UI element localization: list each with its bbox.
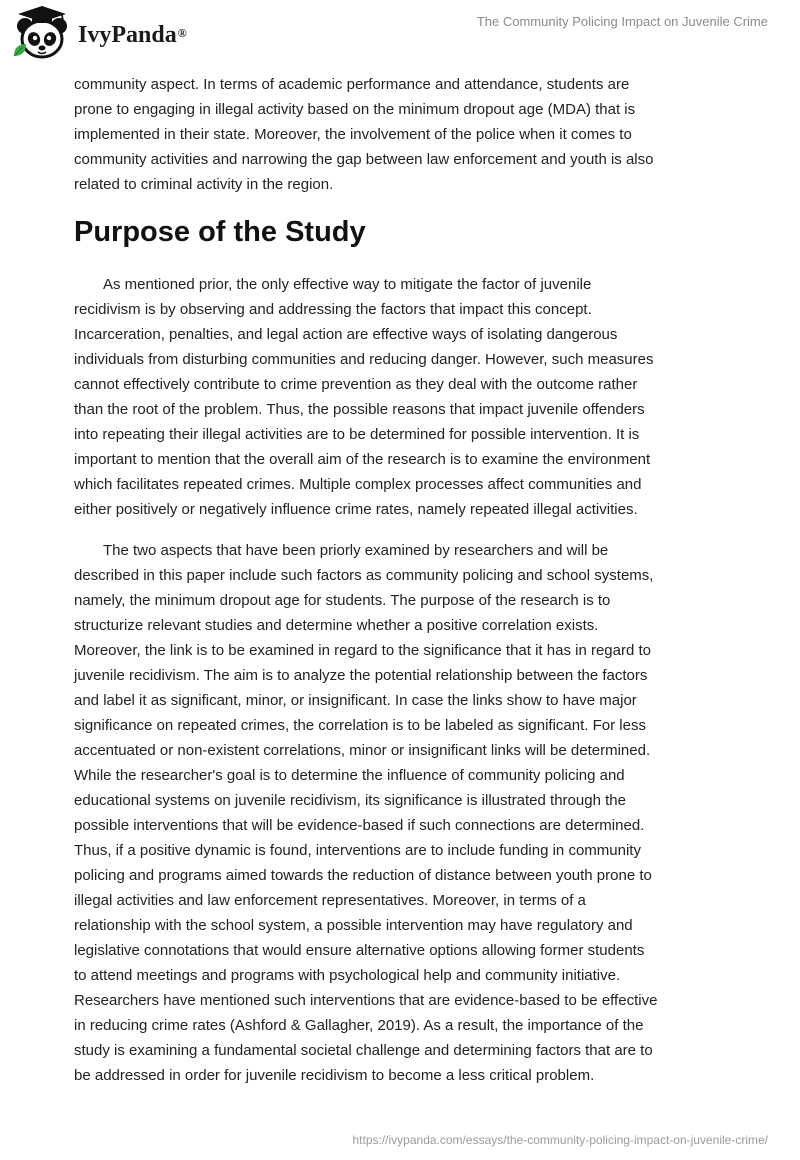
text-line: Thus, if a positive dynamic is found, interventions are to include funding in community xyxy=(74,842,641,859)
text-line: significance on repeated crimes, the correlation is to be labeled as significant. For less xyxy=(74,717,646,734)
source-url: https://ivypanda.com/essays/the-community-policing-impact-on-juvenile-crime/ xyxy=(352,1133,768,1147)
text-line: Moreover, the link is to be examined in regard to the significance that it has in regard to xyxy=(74,642,651,659)
text-line: illegal activities and law enforcement representatives. Moreover, in terms of a xyxy=(74,892,586,909)
text-line: juvenile recidivism. The aim is to analyze the potential relationship between the factors xyxy=(74,667,648,684)
body-paragraph-intro xyxy=(74,72,764,197)
text-line: than the root of the problem. Thus, the possible reasons that impact juvenile offenders xyxy=(74,401,645,418)
body-paragraph-2 xyxy=(74,538,764,1088)
document-title: The Community Policing Impact on Juvenile Crime xyxy=(476,14,768,29)
text-line: Incarceration, penalties, and legal action are effective ways of isolating dangerous xyxy=(74,326,618,343)
text-line: The two aspects that have been priorly examined by researchers and will be xyxy=(103,542,609,559)
text-line: described in this paper include such factors as community policing and school systems, xyxy=(74,567,654,584)
text-line: implemented in their state. Moreover, the involvement of the police when it comes to xyxy=(74,126,632,143)
section-heading: Purpose of the Study xyxy=(74,216,366,248)
text-line: community aspect. In terms of academic performance and attendance, students are xyxy=(74,76,630,93)
text-line: accentuated or non-existent correlations, minor or insignificant links will be determined. xyxy=(74,742,651,759)
text-line: namely, the minimum dropout age for students. The purpose of the research is to xyxy=(74,592,611,609)
text-line: Researchers have mentioned such interventions that are evidence-based to be effective xyxy=(74,992,658,1009)
text-line: be addressed in order for juvenile recidivism to become a less critical problem. xyxy=(74,1067,595,1084)
body-paragraph-1 xyxy=(74,272,764,522)
text-line: and label it as significant, minor, or insignificant. In case the links show to have major xyxy=(74,692,637,709)
brand-name xyxy=(78,20,187,50)
text-line: relationship with the school system, a possible intervention may have regulatory and xyxy=(74,917,633,934)
text-line: While the researcher's goal is to determine the influence of community policing and xyxy=(74,767,625,784)
text-line: important to mention that the overall aim of the research is to examine the environment xyxy=(74,451,651,468)
text-line: policing and programs aimed towards the reduction of distance between youth prone to xyxy=(74,867,652,884)
text-line: possible interventions that will be evidence-based if such connections are determined. xyxy=(74,817,645,834)
text-line: to attend meetings and programs with psychological help and community initiative. xyxy=(74,967,621,984)
text-line: individuals from disturbing communities and reducing danger. However, such measures xyxy=(74,351,654,368)
text-line: in reducing crime rates (Ashford & Gallagher, 2019). As a result, the importance of the xyxy=(74,1017,644,1034)
text-line: community activities and narrowing the gap between law enforcement and youth is also xyxy=(74,151,654,168)
text-line: which facilitates repeated crimes. Multiple complex processes affect communities and xyxy=(74,476,642,493)
panda-logo-icon xyxy=(10,4,74,62)
text-line: structurize relevant studies and determine whether a positive correlation exists. xyxy=(74,617,599,634)
text-line: legislative connotations that would ensure alternative options allowing former students xyxy=(74,942,645,959)
registered-mark: ® xyxy=(177,26,187,40)
text-line: either positively or negatively influence crime rates, namely repeated illegal activities. xyxy=(74,501,638,518)
text-line: into repeating their illegal activities are to be determined for possible intervention. It is xyxy=(74,426,640,443)
text-line: related to criminal activity in the region. xyxy=(74,176,334,193)
text-line: recidivism is by observing and addressing the factors that impact this concept. xyxy=(74,301,592,318)
text-line: As mentioned prior, the only effective way to mitigate the factor of juvenile xyxy=(103,276,592,293)
text-line: cannot effectively contribute to crime prevention as they deal with the outcome rather xyxy=(74,376,638,393)
text-line: prone to engaging in illegal activity based on the minimum dropout age (MDA) that is xyxy=(74,101,636,118)
text-line: study is examining a fundamental societal challenge and determining factors that are to xyxy=(74,1042,653,1059)
brand-text: IvyPanda xyxy=(78,22,177,48)
text-line: educational systems on juvenile recidivism, its significance is illustrated through the xyxy=(74,792,626,809)
